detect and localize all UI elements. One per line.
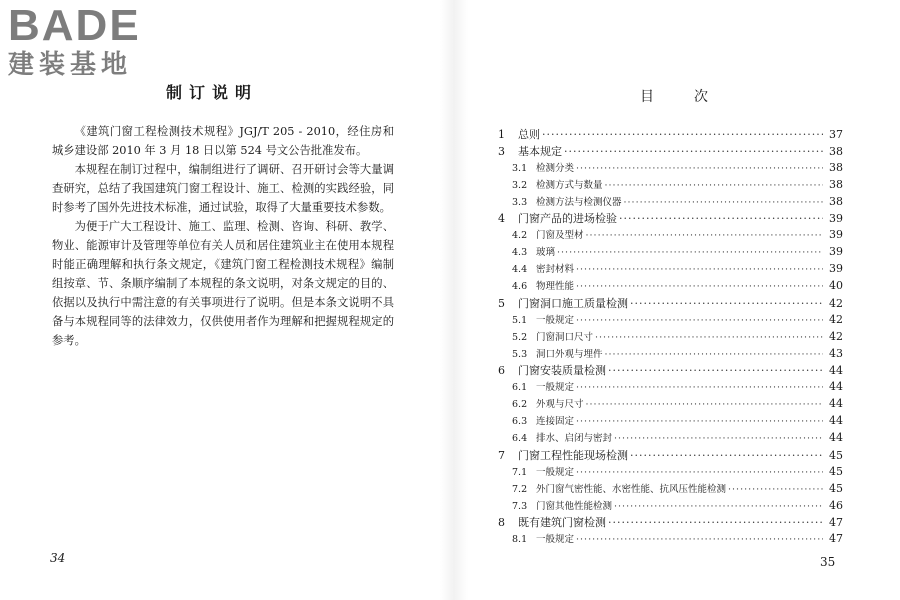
toc-dot-leader (728, 484, 823, 495)
toc-entry-number: 4.4 (512, 264, 528, 276)
toc-entry (498, 346, 843, 363)
toc-entry-page: 39 (829, 212, 843, 226)
toc-entry-number: 6.2 (512, 399, 528, 411)
toc-dot-leader (576, 264, 823, 275)
toc-entry-title: 排水、启闭与密封 (536, 433, 613, 445)
toc-entry-number: 5 (498, 296, 505, 310)
toc-dot-leader (576, 315, 823, 326)
toc-dot-leader (619, 212, 823, 225)
toc-dot-leader (576, 382, 823, 393)
toc-entry-number: 6.1 (512, 382, 528, 394)
toc-dot-leader (586, 399, 823, 410)
toc-entry-title: 门窗工程性能现场检测 (518, 448, 628, 462)
toc-entry-number: 3.1 (512, 162, 528, 174)
toc-entry-title: 门窗安装质量检测 (518, 364, 606, 378)
toc-entry-number: 6.3 (512, 416, 528, 428)
toc-entry-page: 47 (829, 532, 843, 546)
toc-entry (498, 396, 843, 413)
toc-entry-number: 8 (498, 516, 505, 530)
toc-dot-leader (576, 163, 823, 174)
toc-dot-leader (564, 145, 823, 158)
toc-entry-number: 4 (498, 212, 505, 226)
toc-entry (498, 194, 843, 211)
toc-entry-page: 45 (829, 481, 843, 495)
toc-entry (498, 312, 843, 329)
paragraph: 为便于广大工程设计、施工、监理、检测、咨询、科研、教学、物业、能源审计及管理等单位有关人员和居住建筑业主在使用本规程时能正确理解和执行条文规定，《建筑门窗工程检测技术规程》编制组按章、节、条顺序编制了本规程的条文说明，对条文规定的目的、依据以及执行中需注意的有关事项进行了说明。但是本条文说明不具备与本规程同等的法律效力，仅供使用者作为理解和把握规程规定的参考。 (52, 220, 394, 347)
toc-entry-number: 3.3 (512, 196, 528, 208)
toc-entry-number: 5.2 (512, 331, 528, 343)
toc-entry-number: 1 (498, 128, 505, 141)
left-page-title: 制订说明 (166, 83, 259, 102)
toc-entry-title: 物理性能 (536, 281, 575, 293)
toc-entry-title: 基本规定 (518, 144, 562, 158)
toc-entry-title: 检测方式与数量 (536, 179, 603, 191)
toc-dot-leader (605, 349, 823, 360)
toc-entry-page: 38 (829, 144, 843, 158)
toc-entry-page: 44 (829, 414, 843, 428)
toc-entry-title: 连接固定 (536, 416, 575, 428)
toc-dot-leader (614, 433, 823, 444)
toc-dot-leader (608, 516, 823, 529)
toc-entry-page: 38 (829, 194, 843, 208)
toc-entry (498, 227, 843, 244)
toc-entry-page: 45 (829, 464, 843, 478)
toc-entry-title: 一般规定 (536, 314, 575, 326)
toc-entry-title: 一般规定 (536, 382, 575, 394)
toc-dot-leader (630, 297, 823, 310)
toc-entry-title: 密封材料 (536, 264, 575, 276)
toc-entry (498, 362, 843, 379)
toc-dot-leader (576, 467, 823, 478)
toc-entry-page: 44 (829, 380, 843, 394)
toc-entry-title: 门窗洞口尺寸 (536, 331, 594, 343)
toc-entry-title: 一般规定 (536, 466, 575, 478)
toc-entry (498, 244, 843, 261)
toc-entry-page: 37 (829, 128, 843, 141)
paragraph: 《建筑门窗工程检测技术规程》JGJ/T 205 - 2010，经住房和城乡建设部 2010 年 3 月 18 日以第 524 号文公告批准发布。 (52, 125, 394, 157)
toc-entry-page: 39 (829, 228, 843, 242)
toc-entry (498, 447, 843, 464)
toc-entry-page: 44 (829, 364, 843, 378)
toc-entry-page: 44 (829, 431, 843, 445)
toc-entry-title: 门窗产品的进场检验 (518, 212, 617, 226)
toc-entry-number: 6 (498, 364, 505, 378)
toc-entry-number: 4.3 (512, 247, 528, 259)
toc-dot-leader (576, 534, 823, 545)
toc-entry-number: 5.1 (512, 314, 528, 326)
toc-entry (498, 177, 843, 194)
toc-entry-number: 3.2 (512, 179, 528, 191)
toc-entry-page: 42 (829, 312, 843, 326)
toc-entry-title: 一般规定 (536, 534, 575, 546)
toc-entry (498, 464, 843, 481)
toc-dot-leader (614, 501, 823, 512)
toc-dot-leader (608, 364, 823, 377)
toc-entry-number: 7.1 (512, 466, 528, 478)
toc-entry (498, 210, 843, 227)
toc-entry-number: 7.3 (512, 500, 528, 512)
toc-entry-title: 门窗及型材 (536, 230, 584, 242)
paragraph: 本规程在制订过程中，编制组进行了调研、召开研讨会等大量调查研究，总结了我国建筑门窗工程设计、施工、检测的实践经验，同时参考了国外先进技术标准，通过试验，取得了大量重要技术参数。 (52, 163, 394, 214)
toc-entry-title: 外观与尺寸 (536, 399, 584, 411)
toc-dot-leader (595, 332, 823, 343)
toc-entry (498, 329, 843, 346)
toc-entry-title: 洞口外观与埋件 (536, 348, 603, 360)
toc-entry-page: 45 (829, 448, 843, 462)
toc-entry (498, 126, 843, 143)
toc-dot-leader (630, 449, 823, 462)
toc-entry (498, 261, 843, 278)
toc-entry-title: 既有建筑门窗检测 (518, 516, 606, 530)
toc-dot-leader (624, 197, 823, 208)
toc-entry-number: 5.3 (512, 348, 528, 360)
toc-entry (498, 430, 843, 447)
toc-dot-leader (542, 128, 823, 141)
toc-entry-page: 47 (829, 516, 843, 530)
toc-entry-title: 门窗其他性能检测 (536, 500, 613, 512)
toc-entry-number: 8.1 (512, 534, 528, 546)
toc-dot-leader (557, 247, 823, 258)
toc-entry (498, 295, 843, 312)
toc-entry-page: 39 (829, 245, 843, 259)
toc-dot-leader (586, 230, 823, 241)
toc-entry (498, 413, 843, 430)
page-gutter (440, 0, 468, 600)
toc-entry-number: 3 (498, 144, 505, 158)
toc-entry-number: 4.6 (512, 281, 528, 293)
toc-entry-page: 43 (829, 346, 843, 360)
toc-entry (498, 514, 843, 531)
toc-entry-title: 检测分类 (536, 162, 575, 174)
toc-entry-page: 38 (829, 177, 843, 191)
toc-entry-page: 40 (829, 279, 843, 293)
toc-entry (498, 160, 843, 177)
toc-entry-number: 7 (498, 448, 505, 462)
right-page-title: 目次 (640, 89, 748, 105)
table-of-contents (498, 126, 843, 548)
toc-entry-page: 44 (829, 397, 843, 411)
toc-entry-title: 总则 (518, 128, 540, 141)
toc-entry-page: 42 (829, 329, 843, 343)
toc-entry-number: 6.4 (512, 433, 528, 445)
toc-entry-title: 门窗洞口施工质量检测 (518, 296, 628, 310)
toc-entry-page: 39 (829, 262, 843, 276)
toc-entry-page: 38 (829, 160, 843, 174)
left-page-body (52, 122, 394, 350)
toc-dot-leader (576, 416, 823, 427)
toc-entry-page: 46 (829, 498, 843, 512)
toc-entry-page: 42 (829, 296, 843, 310)
toc-entry (498, 379, 843, 396)
right-page-number: 35 (820, 555, 836, 569)
toc-entry (498, 531, 843, 548)
toc-entry-title: 外门窗气密性能、水密性能、抗风压性能检测 (536, 483, 727, 495)
toc-entry (498, 498, 843, 515)
logo-latin-text: BADE (8, 1, 141, 50)
brand-logo (8, 1, 183, 80)
toc-entry-number: 4.2 (512, 230, 528, 242)
toc-entry-number: 7.2 (512, 483, 528, 495)
toc-dot-leader (605, 180, 823, 191)
logo-chinese-text: 建装基地 (8, 50, 133, 80)
toc-entry (498, 481, 843, 498)
toc-dot-leader (576, 281, 823, 292)
left-page-number: 34 (50, 551, 66, 565)
toc-entry-title: 检测方法与检测仪器 (536, 196, 622, 208)
toc-entry-title: 玻璃 (536, 247, 556, 259)
toc-entry (498, 143, 843, 160)
toc-entry (498, 278, 843, 295)
